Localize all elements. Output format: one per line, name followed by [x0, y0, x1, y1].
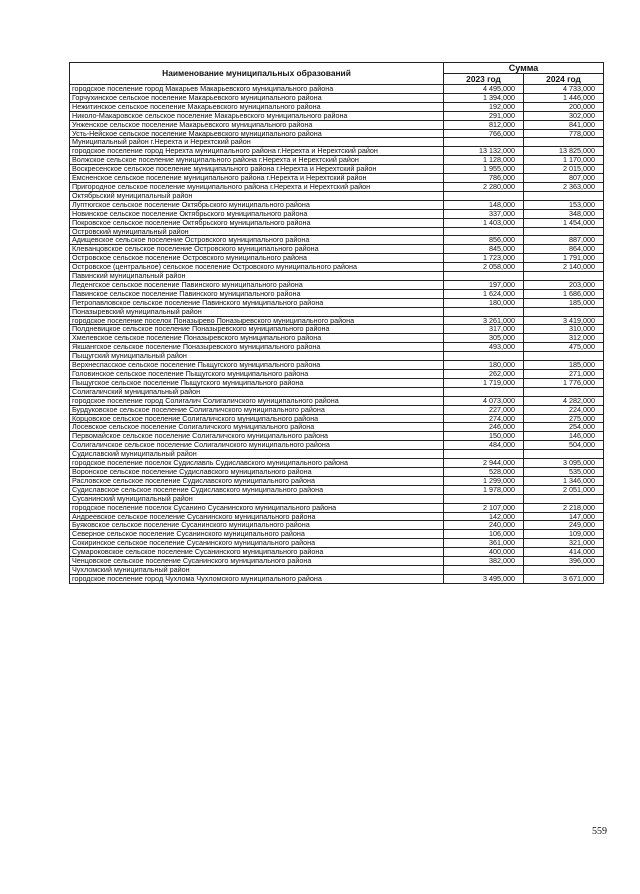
value-2024-cell: 312,000 [524, 334, 604, 343]
value-2024-cell: 4 282,000 [524, 396, 604, 405]
value-2023-cell: 3 495,000 [444, 574, 524, 583]
table-row [70, 405, 604, 414]
table-body [70, 85, 604, 584]
value-2023-cell: 240,000 [444, 521, 524, 530]
settlement-name-cell: Петропавловское сельское поселение Павинского муниципального района [70, 298, 444, 307]
table-row [70, 85, 604, 94]
table-row [70, 334, 604, 343]
settlement-name-cell: Адищевское сельское поселение Островского муниципального района [70, 236, 444, 245]
settlement-name-cell: Якшангское сельское поселение Поназыревского муниципального района [70, 343, 444, 352]
settlement-name-cell: Луптюгское сельское поселение Октябрьского муниципального района [70, 200, 444, 209]
settlement-name-cell: Павинское сельское поселение Павинского муниципального района [70, 289, 444, 298]
district-row [70, 352, 604, 361]
value-2024-cell [524, 307, 604, 316]
district-row [70, 138, 604, 147]
table-header [70, 63, 604, 85]
settlement-name-cell: городское поселение город Нерехта муниципального района г.Нерехта и Нерехтский район [70, 147, 444, 156]
value-2023-cell: 2 944,000 [444, 459, 524, 468]
table-row [70, 574, 604, 583]
district-row [70, 307, 604, 316]
value-2024-cell: 887,000 [524, 236, 604, 245]
name-column-header: Наименование муниципальных образований [70, 63, 444, 85]
table-row [70, 378, 604, 387]
value-2023-cell [444, 272, 524, 281]
value-2024-cell: 2 051,000 [524, 485, 604, 494]
table-row [70, 467, 604, 476]
settlement-name-cell: Поназыревский муниципальный район [70, 307, 444, 316]
settlement-name-cell: Усть-Нейское сельское поселение Макарьевского муниципального района [70, 129, 444, 138]
table-row [70, 521, 604, 530]
value-2024-cell [524, 565, 604, 574]
table-row [70, 254, 604, 263]
settlement-name-cell: Солигаличский муниципальный район [70, 387, 444, 396]
value-2024-cell: 147,000 [524, 512, 604, 521]
settlement-name-cell: Ченцовское сельское поселение Сусанинского муниципального района [70, 557, 444, 566]
settlement-name-cell: Пыщугское сельское поселение Пыщугского муниципального района [70, 378, 444, 387]
table-row [70, 245, 604, 254]
settlement-name-cell: Волжское сельское поселение муниципального района г.Нерехта и Нерехтский район [70, 156, 444, 165]
value-2023-cell: 337,000 [444, 209, 524, 218]
settlement-name-cell: городское поселение город Солигалич Солигаличского муниципального района [70, 396, 444, 405]
value-2023-cell: 4 073,000 [444, 396, 524, 405]
table-row [70, 174, 604, 183]
settlement-name-cell: Расловское сельское поселение Судиславского муниципального района [70, 476, 444, 485]
table-row [70, 316, 604, 325]
district-row [70, 272, 604, 281]
value-2023-cell: 262,000 [444, 370, 524, 379]
table-row [70, 156, 604, 165]
table-row [70, 441, 604, 450]
value-2024-cell: 224,000 [524, 405, 604, 414]
settlement-name-cell: Сокиринское сельское поселение Сусанинского муниципального района [70, 539, 444, 548]
table-row [70, 557, 604, 566]
value-2024-cell: 185,000 [524, 298, 604, 307]
value-2023-cell: 150,000 [444, 432, 524, 441]
table-row [70, 343, 604, 352]
table-row [70, 503, 604, 512]
settlement-name-cell: Первомайское сельское поселение Солигаличского муниципального района [70, 432, 444, 441]
value-2024-cell [524, 227, 604, 236]
value-2024-cell: 1 686,000 [524, 289, 604, 298]
table-row [70, 539, 604, 548]
value-2023-cell: 180,000 [444, 361, 524, 370]
district-row [70, 227, 604, 236]
value-2024-cell: 535,000 [524, 467, 604, 476]
budget-table [69, 62, 604, 584]
value-2024-cell: 807,000 [524, 174, 604, 183]
settlement-name-cell: Верхнеспасское сельское поселение Пыщугского муниципального района [70, 361, 444, 370]
value-2024-cell: 414,000 [524, 548, 604, 557]
value-2023-cell: 484,000 [444, 441, 524, 450]
settlement-name-cell: Андреевское сельское поселение Сусанинского муниципального района [70, 512, 444, 521]
value-2024-cell: 310,000 [524, 325, 604, 334]
settlement-name-cell: Корцовское сельское поселение Солигаличского муниципального района [70, 414, 444, 423]
settlement-name-cell: Покровское сельское поселение Октябрьского муниципального района [70, 218, 444, 227]
value-2023-cell: 1 624,000 [444, 289, 524, 298]
value-2024-cell: 203,000 [524, 280, 604, 289]
year-2023-header: 2023 год [444, 74, 524, 85]
value-2023-cell: 3 261,000 [444, 316, 524, 325]
table-row [70, 512, 604, 521]
settlement-name-cell: Хмелевское сельское поселение Поназыревского муниципального района [70, 334, 444, 343]
value-2024-cell: 2 363,000 [524, 182, 604, 191]
value-2023-cell: 1 978,000 [444, 485, 524, 494]
value-2024-cell: 3 671,000 [524, 574, 604, 583]
value-2023-cell: 1 955,000 [444, 165, 524, 174]
value-2024-cell [524, 352, 604, 361]
table-row [70, 423, 604, 432]
table-row [70, 298, 604, 307]
table-row [70, 530, 604, 539]
settlement-name-cell: Полдневицкое сельское поселение Поназыревского муниципального района [70, 325, 444, 334]
value-2024-cell [524, 450, 604, 459]
district-row [70, 191, 604, 200]
settlement-name-cell: Воскресенское сельское поселение муниципального района г.Нерехта и Нерехтский район [70, 165, 444, 174]
settlement-name-cell: Клеванцовское сельское поселение Островского муниципального района [70, 245, 444, 254]
value-2023-cell: 142,000 [444, 512, 524, 521]
value-2024-cell: 778,000 [524, 129, 604, 138]
value-2023-cell: 227,000 [444, 405, 524, 414]
district-row [70, 565, 604, 574]
value-2023-cell: 13 132,000 [444, 147, 524, 156]
settlement-name-cell: Павинский муниципальный район [70, 272, 444, 281]
page-number: 559 [592, 826, 607, 837]
table-row [70, 111, 604, 120]
table-row [70, 459, 604, 468]
value-2023-cell: 180,000 [444, 298, 524, 307]
settlement-name-cell: Сусанинский муниципальный район [70, 494, 444, 503]
value-2023-cell [444, 307, 524, 316]
value-2024-cell [524, 138, 604, 147]
value-2024-cell: 271,000 [524, 370, 604, 379]
settlement-name-cell: городское поселение поселок Поназырево Поназыревского муниципального района [70, 316, 444, 325]
value-2023-cell: 1 128,000 [444, 156, 524, 165]
settlement-name-cell: Чухломский муниципальный район [70, 565, 444, 574]
value-2024-cell: 3 419,000 [524, 316, 604, 325]
settlement-name-cell: городское поселение поселок Сусанино Сусанинского муниципального района [70, 503, 444, 512]
value-2024-cell: 3 095,000 [524, 459, 604, 468]
value-2023-cell: 845,000 [444, 245, 524, 254]
district-row [70, 387, 604, 396]
settlement-name-cell: Островское (центральное) сельское поселение Островского муниципального района [70, 263, 444, 272]
settlement-name-cell: Головинское сельское поселение Пыщугского муниципального района [70, 370, 444, 379]
value-2024-cell: 475,000 [524, 343, 604, 352]
value-2024-cell: 2 015,000 [524, 165, 604, 174]
value-2023-cell: 400,000 [444, 548, 524, 557]
value-2023-cell: 1 403,000 [444, 218, 524, 227]
value-2024-cell: 396,000 [524, 557, 604, 566]
table-row [70, 432, 604, 441]
value-2024-cell: 4 733,000 [524, 85, 604, 94]
table-row [70, 414, 604, 423]
value-2024-cell: 109,000 [524, 530, 604, 539]
value-2024-cell: 321,000 [524, 539, 604, 548]
value-2023-cell: 2 107,000 [444, 503, 524, 512]
table-row [70, 289, 604, 298]
value-2023-cell: 361,000 [444, 539, 524, 548]
value-2023-cell: 1 723,000 [444, 254, 524, 263]
table-row [70, 129, 604, 138]
value-2024-cell: 146,000 [524, 432, 604, 441]
table-row [70, 548, 604, 557]
settlement-name-cell: Солигаличское сельское поселение Солигаличского муниципального района [70, 441, 444, 450]
value-2023-cell: 382,000 [444, 557, 524, 566]
value-2024-cell [524, 272, 604, 281]
value-2023-cell: 106,000 [444, 530, 524, 539]
value-2024-cell [524, 494, 604, 503]
value-2023-cell: 812,000 [444, 120, 524, 129]
table-row [70, 280, 604, 289]
value-2023-cell: 197,000 [444, 280, 524, 289]
value-2023-cell [444, 138, 524, 147]
value-2023-cell: 1 299,000 [444, 476, 524, 485]
settlement-name-cell: Пригородное сельское поселение муниципального района г.Нерехта и Нерехтский район [70, 182, 444, 191]
table-row [70, 120, 604, 129]
value-2023-cell: 856,000 [444, 236, 524, 245]
district-row [70, 450, 604, 459]
value-2023-cell: 305,000 [444, 334, 524, 343]
value-2024-cell: 275,000 [524, 414, 604, 423]
settlement-name-cell: Буяковское сельское поселение Сусанинского муниципального района [70, 521, 444, 530]
table-row [70, 325, 604, 334]
settlement-name-cell: Сумароковское сельское поселение Сусанинского муниципального района [70, 548, 444, 557]
value-2024-cell: 185,000 [524, 361, 604, 370]
value-2023-cell [444, 450, 524, 459]
settlement-name-cell: Судиславский муниципальный район [70, 450, 444, 459]
settlement-name-cell: Леденгское сельское поселение Павинского муниципального района [70, 280, 444, 289]
value-2023-cell: 291,000 [444, 111, 524, 120]
value-2024-cell: 302,000 [524, 111, 604, 120]
settlement-name-cell: Муниципальный район г.Нерехта и Нерехтский район [70, 138, 444, 147]
value-2024-cell: 153,000 [524, 200, 604, 209]
value-2023-cell: 317,000 [444, 325, 524, 334]
value-2024-cell: 1 446,000 [524, 93, 604, 102]
table-row [70, 102, 604, 111]
value-2024-cell: 249,000 [524, 521, 604, 530]
table-row [70, 236, 604, 245]
value-2023-cell [444, 191, 524, 200]
table-row [70, 361, 604, 370]
value-2024-cell: 13 825,000 [524, 147, 604, 156]
value-2024-cell [524, 191, 604, 200]
table-row [70, 165, 604, 174]
settlement-name-cell: Островское сельское поселение Островского муниципального района [70, 254, 444, 263]
settlement-name-cell: Октябрьский муниципальный район [70, 191, 444, 200]
settlement-name-cell: Воронское сельское поселение Судиславского муниципального района [70, 467, 444, 476]
value-2023-cell: 786,000 [444, 174, 524, 183]
table-row [70, 147, 604, 156]
value-2023-cell: 192,000 [444, 102, 524, 111]
settlement-name-cell: Нежитинское сельское поселение Макарьевского муниципального района [70, 102, 444, 111]
table-row [70, 370, 604, 379]
value-2024-cell: 1 776,000 [524, 378, 604, 387]
value-2023-cell: 493,000 [444, 343, 524, 352]
table-row [70, 200, 604, 209]
table-row [70, 218, 604, 227]
value-2023-cell: 766,000 [444, 129, 524, 138]
settlement-name-cell: Николо-Макаровское сельское поселение Макарьевского муниципального района [70, 111, 444, 120]
value-2024-cell: 2 218,000 [524, 503, 604, 512]
settlement-name-cell: Горчухинское сельское поселение Макарьевского муниципального района [70, 93, 444, 102]
settlement-name-cell: Емсненское сельское поселение муниципального района г.Нерехта и Нерехтский район [70, 174, 444, 183]
settlement-name-cell: Судиславское сельское поселение Судиславского муниципального района [70, 485, 444, 494]
value-2024-cell: 1 346,000 [524, 476, 604, 485]
value-2024-cell: 1 454,000 [524, 218, 604, 227]
value-2024-cell: 841,000 [524, 120, 604, 129]
value-2023-cell: 1 719,000 [444, 378, 524, 387]
value-2024-cell: 200,000 [524, 102, 604, 111]
table-row [70, 209, 604, 218]
value-2023-cell: 148,000 [444, 200, 524, 209]
table-row [70, 182, 604, 191]
sum-column-header: Сумма [444, 63, 604, 74]
value-2024-cell [524, 387, 604, 396]
value-2024-cell: 504,000 [524, 441, 604, 450]
value-2023-cell [444, 565, 524, 574]
year-2024-header: 2024 год [524, 74, 604, 85]
value-2024-cell: 1 791,000 [524, 254, 604, 263]
value-2023-cell: 2 280,000 [444, 182, 524, 191]
value-2024-cell: 864,000 [524, 245, 604, 254]
value-2023-cell [444, 227, 524, 236]
value-2023-cell: 4 495,000 [444, 85, 524, 94]
value-2023-cell: 246,000 [444, 423, 524, 432]
settlement-name-cell: Бурдуковское сельское поселение Солигаличского муниципального района [70, 405, 444, 414]
value-2024-cell: 348,000 [524, 209, 604, 218]
value-2023-cell [444, 494, 524, 503]
table-row [70, 263, 604, 272]
value-2024-cell: 2 140,000 [524, 263, 604, 272]
value-2024-cell: 1 170,000 [524, 156, 604, 165]
settlement-name-cell: Лосевское сельское поселение Солигаличского муниципального района [70, 423, 444, 432]
settlement-name-cell: Новинское сельское поселение Октябрьского муниципального района [70, 209, 444, 218]
table-row [70, 485, 604, 494]
table-row [70, 396, 604, 405]
district-row [70, 494, 604, 503]
settlement-name-cell: городское поселение город Макарьев Макарьевского муниципального района [70, 85, 444, 94]
table-row [70, 476, 604, 485]
settlement-name-cell: Пыщугский муниципальный район [70, 352, 444, 361]
settlement-name-cell: Островский муниципальный район [70, 227, 444, 236]
table-row [70, 93, 604, 102]
value-2023-cell: 2 058,000 [444, 263, 524, 272]
value-2023-cell: 1 394,000 [444, 93, 524, 102]
value-2023-cell: 274,000 [444, 414, 524, 423]
settlement-name-cell: городское поселение город Чухлома Чухломского муниципального района [70, 574, 444, 583]
settlement-name-cell: Северное сельское поселение Сусанинского муниципального района [70, 530, 444, 539]
value-2023-cell [444, 387, 524, 396]
value-2023-cell: 528,000 [444, 467, 524, 476]
settlement-name-cell: городское поселение поселок Судиславль Судиславского муниципального района [70, 459, 444, 468]
settlement-name-cell: Унженское сельское поселение Макарьевского муниципального района [70, 120, 444, 129]
value-2024-cell: 254,000 [524, 423, 604, 432]
value-2023-cell [444, 352, 524, 361]
